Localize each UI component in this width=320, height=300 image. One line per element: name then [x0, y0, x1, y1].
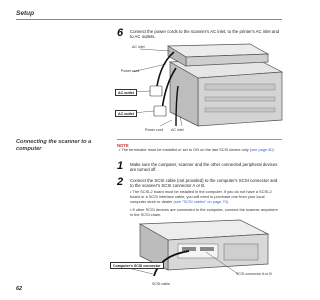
step-2-bullet-1 — [130, 190, 280, 205]
callout-ac-inlet-top: AC inlet — [132, 45, 145, 49]
callout-ac-outlet-2: AC outlet — [115, 110, 137, 117]
section-title: Connecting the scanner to a computer — [16, 139, 92, 152]
bullet-glyph: • — [119, 147, 122, 152]
header-title: Setup — [16, 10, 35, 17]
callout-scsi-connector-ab: SCSI connector A or B — [236, 272, 272, 276]
callout-computer-scsi-connector: Computer's SCSI connector — [110, 262, 164, 269]
power-connection-figure — [110, 42, 290, 132]
scanner-illustration — [168, 44, 268, 66]
callout-ac-outlet-1: AC outlet — [115, 89, 137, 96]
printer-illustration — [170, 58, 282, 126]
callout-ac-inlet-bottom: AC inlet — [171, 128, 184, 132]
scsi-connection-figure — [120, 218, 280, 280]
scsi-cables-link[interactable]: (see "SCSI cables" on page 70). — [173, 198, 230, 204]
note-bullet — [119, 148, 279, 153]
step-2-bullet-2-text: If other SCSI devices are connected to the computer, connect the scanner anywhere in the SCSI chain. — [130, 207, 278, 217]
step-2-bullet-2 — [130, 208, 280, 218]
bullet-glyph: • — [130, 207, 133, 212]
callout-power-cord-top: Power cord — [121, 69, 140, 73]
page-number: 62 — [16, 286, 23, 292]
step-1-number: 1 — [117, 160, 124, 172]
note-bullet-text: The terminator must be installed or set to ON on the last SCSI device only — [121, 147, 250, 152]
step-6-number: 6 — [117, 27, 124, 39]
callout-power-cord-bottom: Power cord — [145, 128, 164, 132]
step-6-text: Connect the power cords to the scanner's AC inlet, to the printer's AC inlet and to AC outlets. — [130, 29, 280, 40]
header-rule — [16, 19, 282, 20]
step-1-text: Make sure the computer, scanner and the other connected peripheral devices are turned off. — [130, 162, 278, 173]
step-2-bullet-1-text: The SCSI-2 board must be installed in the computer. If you do not have a SCSI-2 board or a SCSI interface cable, you will need to purchase one from your local computer store or dealer — [130, 189, 272, 204]
step-2-text: Connect the SCSI cable (not provided) to the computer's SCSI connector and to the scanner's SCSI connector A or B. — [130, 178, 278, 189]
step-2-number: 2 — [117, 176, 124, 188]
bullet-glyph: • — [130, 189, 133, 194]
note-page-link[interactable]: (see page 80). — [249, 147, 275, 152]
note-label: NOTE — [117, 143, 129, 148]
section-rule — [117, 139, 282, 140]
callout-scsi-cable: SCSI cable — [152, 282, 170, 286]
